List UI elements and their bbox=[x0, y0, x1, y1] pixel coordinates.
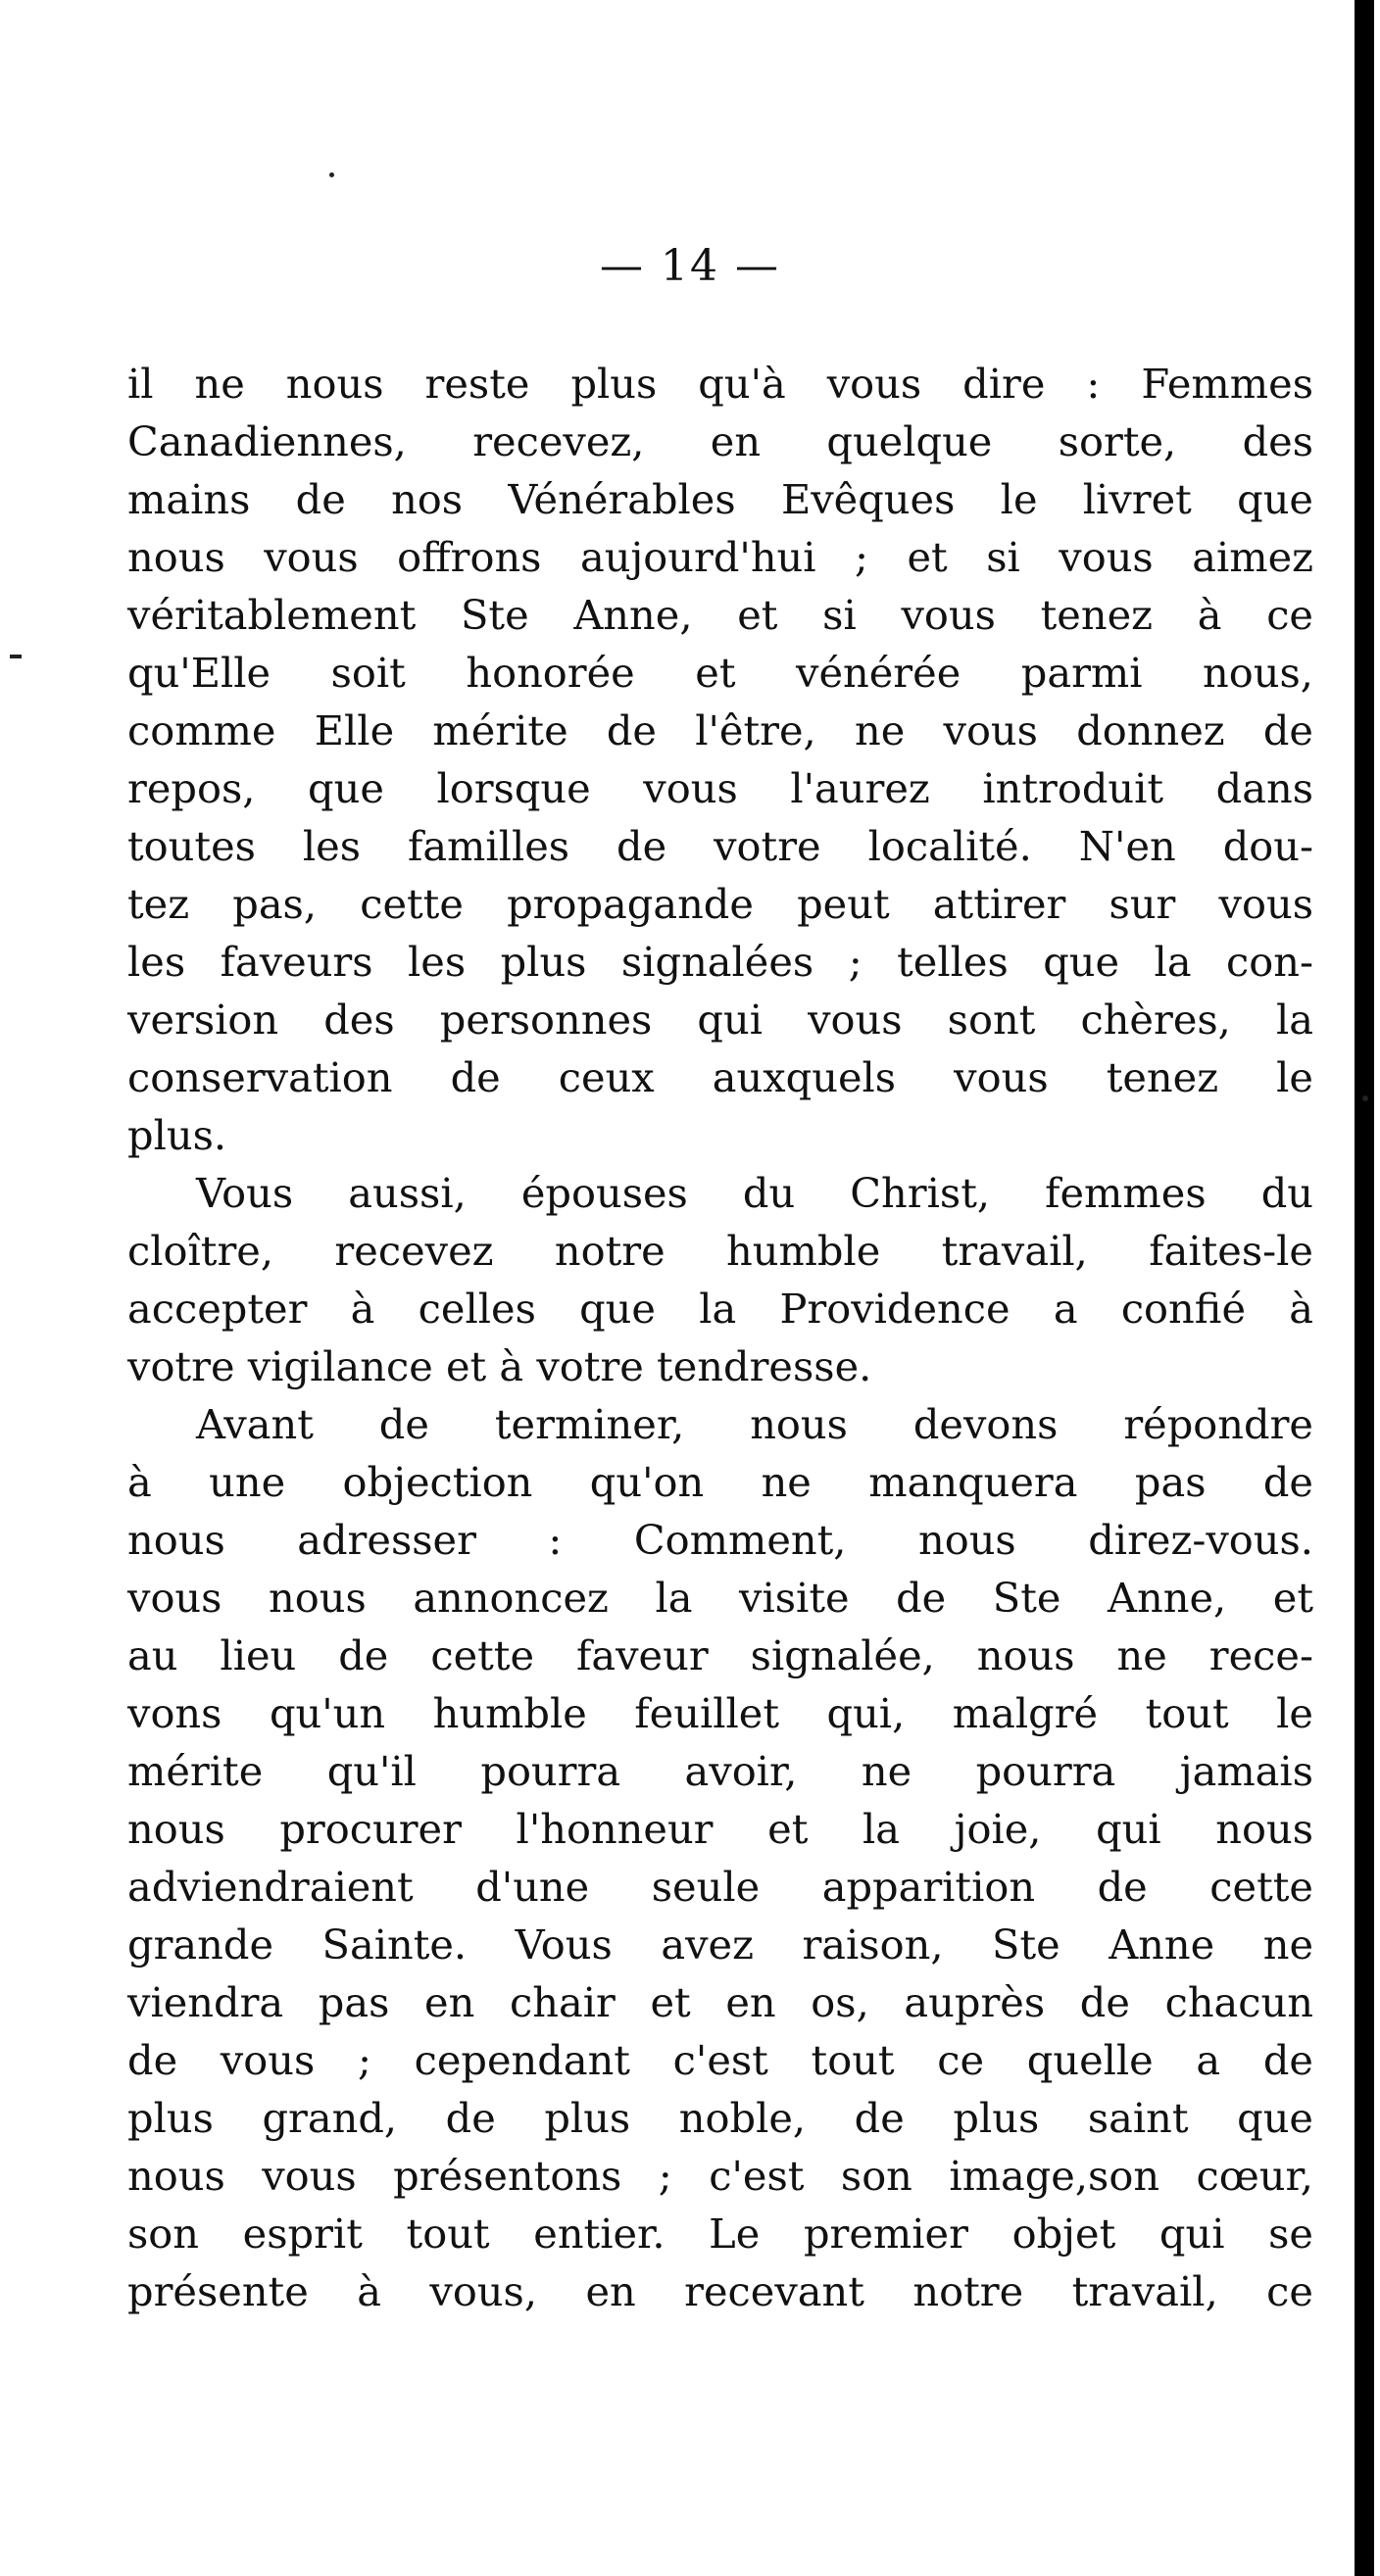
text-line: nous vous présentons ; c'est son image,son cœur, bbox=[127, 2152, 1313, 2200]
text-line: cloître, recevez notre humble travail, faites-le bbox=[127, 1227, 1313, 1275]
text-line: repos, que lorsque vous l'aurez introduit dans bbox=[127, 764, 1313, 812]
text-line: vous nous annoncez la visite de Ste Anne, et bbox=[127, 1574, 1313, 1622]
text-line: accepter à celles que la Providence a confié à bbox=[127, 1285, 1313, 1333]
text-line: au lieu de cette faveur signalée, nous ne rece- bbox=[127, 1631, 1313, 1679]
page-number: — 14 — bbox=[600, 241, 780, 291]
text-line: il ne nous reste plus qu'à vous dire : Femmes bbox=[127, 360, 1313, 408]
text-line: Vous aussi, épouses du Christ, femmes du bbox=[196, 1169, 1313, 1217]
text-line: nous adresser : Comment, nous direz-vous. bbox=[127, 1516, 1313, 1564]
text-line: qu'Elle soit honorée et vénérée parmi nous, bbox=[127, 649, 1313, 697]
text-line: Avant de terminer, nous devons répondre bbox=[196, 1400, 1313, 1448]
text-line: conservation de ceux auxquels vous tenez le bbox=[127, 1053, 1313, 1101]
text-line: présente à vous, en recevant notre travail, ce bbox=[127, 2267, 1313, 2315]
text-line: viendra pas en chair et en os, auprès de chacun bbox=[127, 1978, 1313, 2026]
text-line: nous procurer l'honneur et la joie, qui nous bbox=[127, 1805, 1313, 1853]
text-line: les faveurs les plus signalées ; telles que la con- bbox=[127, 938, 1313, 986]
text-line: adviendraient d'une seule apparition de cette bbox=[127, 1863, 1313, 1911]
text-line: Canadiennes, recevez, en quelque sorte, des bbox=[127, 417, 1313, 465]
body-text bbox=[127, 355, 1313, 2320]
text-line: plus. bbox=[127, 1111, 227, 1159]
text-line: à une objection qu'on ne manquera pas de bbox=[127, 1458, 1313, 1506]
text-line: comme Elle mérite de l'être, ne vous donnez de bbox=[127, 706, 1313, 754]
text-line: véritablement Ste Anne, et si vous tenez à ce bbox=[127, 591, 1313, 639]
text-line: votre vigilance et à votre tendresse. bbox=[127, 1342, 872, 1390]
text-line: mérite qu'il pourra avoir, ne pourra jamais bbox=[127, 1747, 1313, 1795]
page-edge-rule bbox=[1355, 0, 1374, 2576]
margin-mark bbox=[10, 655, 22, 658]
text-line: mains de nos Vénérables Evêques le livret que bbox=[127, 475, 1313, 523]
ink-speck bbox=[329, 172, 334, 177]
ink-speck bbox=[1362, 1095, 1368, 1101]
text-line: grande Sainte. Vous avez raison, Ste Anne ne bbox=[127, 1920, 1313, 1968]
text-line: son esprit tout entier. Le premier objet qui se bbox=[127, 2210, 1313, 2258]
text-line: version des personnes qui vous sont chères, la bbox=[127, 996, 1313, 1044]
text-line: tez pas, cette propagande peut attirer sur vous bbox=[127, 880, 1313, 928]
text-line: toutes les familles de votre localité. N'en dou- bbox=[127, 822, 1313, 870]
text-line: vons qu'un humble feuillet qui, malgré tout le bbox=[127, 1689, 1313, 1737]
text-line: de vous ; cependant c'est tout ce quelle a de bbox=[127, 2036, 1313, 2084]
text-line: nous vous offrons aujourd'hui ; et si vous aimez bbox=[127, 533, 1313, 581]
text-line: plus grand, de plus noble, de plus saint que bbox=[127, 2094, 1313, 2142]
